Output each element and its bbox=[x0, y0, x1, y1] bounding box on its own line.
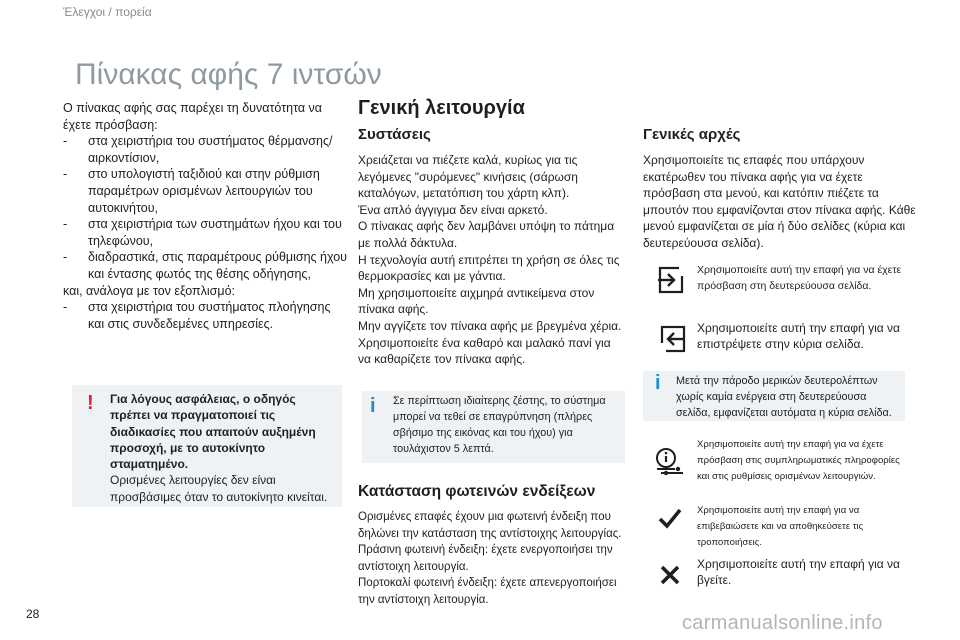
list-item-text: στα χειριστήρια του συστήματος θέρμανσης/αιρκοντίσιον, bbox=[88, 134, 333, 165]
breadcrumb: Έλεγχοι / πορεία bbox=[63, 5, 152, 19]
list-item bbox=[63, 133, 348, 166]
paragraph: Ορισμένες επαφές έχουν μια φωτεινή ένδειξη που δηλώνει την κατάσταση της αντίστοιχης λειτουργίας. bbox=[358, 511, 622, 540]
dash: - bbox=[63, 167, 68, 182]
paragraph: Ο πίνακας αφής δεν λαμβάνει υπόψη το πάτημα με πολλά δάκτυλα. bbox=[358, 219, 615, 250]
dash: - bbox=[63, 217, 68, 232]
paragraph: Πορτοκαλί φωτεινή ένδειξη: έχετε απενεργοποιήσει την αντίστοιχη λειτουργία. bbox=[358, 577, 617, 606]
list-item bbox=[63, 249, 348, 282]
list-item bbox=[63, 299, 348, 332]
close-x-icon bbox=[650, 557, 690, 593]
warning-bold-text: Για λόγους ασφάλειας, ο οδηγός πρέπει να πραγματοποιεί τις διαδικασίες που απαιτούν αυξημένη προσοχή, με το αυτοκίνητο σταματημένο. bbox=[110, 392, 316, 472]
info-settings-icon bbox=[650, 443, 690, 479]
intro-lead: Ο πίνακας αφής σας παρέχει τη δυνατότητα να έχετε πρόσβαση: bbox=[63, 101, 323, 132]
page-title: Πίνακας αφής 7 ιντσών bbox=[75, 58, 382, 91]
status-text bbox=[358, 509, 623, 609]
secondary-page-icon bbox=[652, 262, 692, 298]
principles-heading: Γενικές αρχές bbox=[643, 126, 741, 143]
list-item-text: στα χειριστήρια του συστήματος πλοήγησης και στις συνδεδεμένες υπηρεσίες. bbox=[88, 300, 331, 331]
secondary-page-desc: Χρησιμοποιείτε αυτή την επαφή για να έχετε πρόσβαση στη δευτερεύουσα σελίδα. bbox=[697, 264, 902, 292]
intro-middle: και, ανάλογα με τον εξοπλισμό: bbox=[63, 283, 235, 298]
main-page-icon bbox=[652, 321, 692, 357]
paragraph: Μη χρησιμοποιείτε αιχμηρά αντικείμενα στον πίνακα αφής. bbox=[358, 285, 595, 317]
watermark: carmanualsonline.info bbox=[682, 612, 883, 634]
close-desc: Χρησιμοποιείτε αυτή την επαφή για να βγείτε. bbox=[697, 557, 900, 587]
general-heading: Γενική λειτουργία bbox=[358, 97, 525, 119]
warning-icon: ! bbox=[87, 392, 94, 414]
list-item bbox=[63, 216, 348, 249]
paragraph: Ένα απλό άγγιγμα δεν είναι αρκετό. bbox=[358, 202, 548, 217]
principles-text: Χρησιμοποιείτε τις επαφές που υπάρχουν εκατέρωθεν του πίνακα αφής για να έχετε πρόσβαση στα μενού, και κατόπιν πιέζετε τα μπουτόν που εμφανίζονται στον πίνακα αφής. Κάθε μενού εμφανίζεται σε μία ή δύο σελίδες (κύρια και δευτερεύουσα σελίδα). bbox=[643, 153, 916, 250]
recommendations-heading: Συστάσεις bbox=[358, 126, 431, 143]
list-item-text: στο υπολογιστή ταξιδιού και στην ρύθμιση παραμέτρων ορισμένων λειτουργιών του αυτοκινήτου, bbox=[88, 167, 320, 215]
page-number: 28 bbox=[26, 607, 40, 621]
info-settings-desc: Χρησιμοποιείτε αυτή την επαφή για να έχετε πρόσβαση στις συμπληρωματικές πληροφορίες και στις ρυθμίσεις ορισμένων λειτουργιών. bbox=[697, 439, 900, 482]
info-text: Σε περίπτωση ιδιαίτερης ζέστης, το σύστημα μπορεί να τεθεί σε επαγρύπνηση (πλήρες σβήσιμο της εικόνας και του ήχου) για τουλάχιστον 5 λεπτά. bbox=[393, 395, 606, 455]
checkmark-desc: Χρησιμοποιείτε αυτή την επαφή για να επιβεβαιώσετε και να αποθηκεύσετε τις τροποποιήσεις. bbox=[697, 505, 864, 548]
recommendations-text bbox=[358, 152, 623, 368]
dash: - bbox=[63, 300, 68, 315]
main-page-desc: Χρησιμοποιείτε αυτή την επαφή για να επιστρέψετε στην κύρια σελίδα. bbox=[697, 321, 900, 351]
info-icon: i bbox=[370, 395, 376, 417]
status-heading: Κατάσταση φωτεινών ενδείξεων bbox=[358, 483, 596, 500]
intro-list bbox=[63, 133, 348, 282]
list-item bbox=[63, 166, 348, 216]
info-icon: i bbox=[655, 372, 661, 394]
dash: - bbox=[63, 134, 68, 149]
dash: - bbox=[63, 250, 68, 265]
paragraph: Χρησιμοποιείτε ένα καθαρό και μαλακό πανί για να καθαρίζετε τον πίνακα αφής. bbox=[358, 335, 611, 367]
paragraph: Πράσινη φωτεινή ένδειξη: έχετε ενεργοποιήσει την αντίστοιχη λειτουργία. bbox=[358, 544, 613, 573]
checkmark-icon bbox=[650, 500, 690, 536]
paragraph: Η τεχνολογία αυτή επιτρέπει τη χρήση σε όλες τις θερμοκρασίες και με γάντια. bbox=[358, 252, 620, 284]
paragraph: Χρειάζεται να πιέζετε καλά, κυρίως για τις λεγόμενες "συρόμενες" κινήσεις (σάρωση καταλόγων, μετατόπιση του χάρτη κλπ). bbox=[358, 153, 578, 201]
warning-body-text: Ορισμένες λειτουργίες δεν είναι προσβάσιμες όταν το αυτοκίνητο κινείται. bbox=[110, 473, 328, 504]
info-text-2: Μετά την πάροδο μερικών δευτερολέπτων χωρίς καμία ενέργεια στη δευτερεύουσα σελίδα, εμφανίζεται αυτόματα η κύρια σελίδα. bbox=[676, 375, 892, 419]
intro-section bbox=[63, 100, 348, 332]
paragraph: Μην αγγίζετε τον πίνακα αφής με βρεγμένα χέρια. bbox=[358, 318, 622, 333]
list-item-text: διαδραστικά, στις παραμέτρους ρύθμισης ήχου και έντασης φωτός της θέσης οδήγησης, bbox=[88, 250, 348, 281]
intro-list-2 bbox=[63, 299, 348, 332]
list-item-text: στα χειριστήρια των συστημάτων ήχου και του τηλεφώνου, bbox=[88, 217, 342, 248]
warning-text bbox=[110, 391, 338, 505]
